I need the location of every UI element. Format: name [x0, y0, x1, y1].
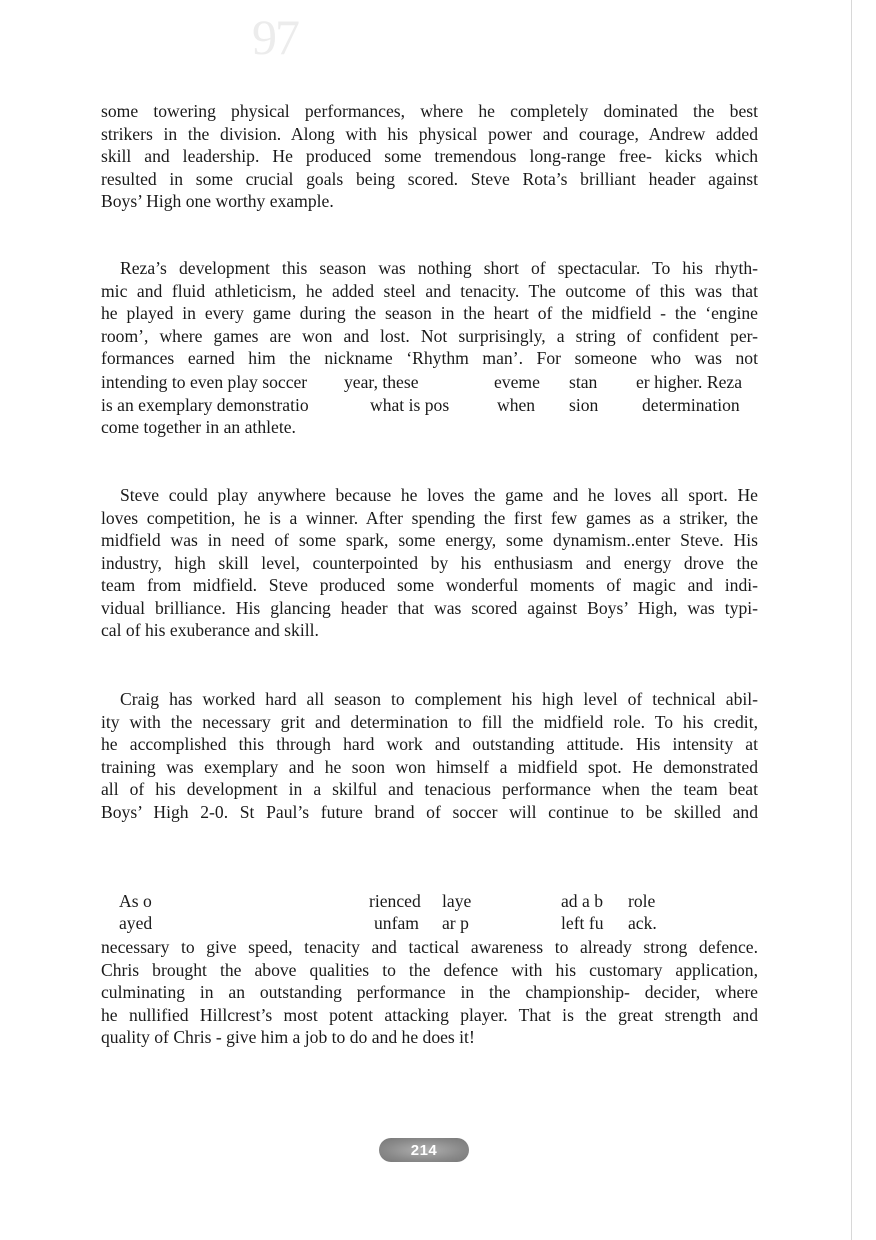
text-line: he nullified Hillcrest’s most potent attacking player. That is the great strength and: [101, 1004, 758, 1025]
header-mark: 97: [252, 9, 298, 65]
text-fragment: ar p: [442, 913, 469, 933]
text-line: training was exemplary and he soon won himself a midfield spot. He demonstrated: [101, 756, 758, 777]
text-line: strikers in the division. Along with his physical power and courage, Andrew added: [101, 123, 758, 144]
paragraph-chris: [101, 936, 758, 1049]
page-number-badge: [379, 1138, 469, 1162]
text-fragment: role: [628, 891, 656, 911]
page-edge: [851, 0, 852, 1240]
text-line: team from midfield. Steve produced some wonderful moments of magic and indi-: [101, 575, 758, 595]
text-line: Boys’ High one worthy example.: [101, 191, 334, 211]
text-line: vidual brilliance. His glancing header that was scored against Boys’ High, was typi-: [101, 597, 758, 618]
text-line: Chris brought the above qualities to the defence with his customary application,: [101, 959, 758, 980]
text-line: Steve could play anywhere because he loves the game and he loves all sport. He: [120, 485, 758, 505]
text-fragment: rienced: [369, 891, 421, 911]
text-fragment: year, these: [344, 372, 419, 392]
text-line: formances earned him the nickname ‘Rhythm man’. For someone who was not: [101, 348, 758, 368]
text-line: he played in every game during the season in the heart of the midfield - the ‘engine: [101, 303, 758, 323]
text-line: resulted in some crucial goals being scored. Steve Rota’s brilliant header against: [101, 168, 758, 189]
text-fragment: As o: [119, 891, 152, 911]
text-line: some towering physical performances, where he completely dominated the best: [101, 101, 758, 121]
text-fragment: ad a b: [561, 891, 604, 911]
text-line: midfield was in need of some spark, some energy, some dynamism..enter Steve. His: [101, 530, 758, 550]
text-line: loves competition, he is a winner. After spending the first few games as a striker, the: [101, 507, 758, 528]
text-fragment: is an exemplary demonstratio: [101, 395, 309, 415]
text-line: Craig has worked hard all season to complement his high level of technical abil-: [120, 689, 758, 709]
text-fragment: ack.: [628, 913, 657, 933]
text-line: Boys’ High 2-0. St Paul’s future brand of soccer will continue to be skilled and: [101, 801, 758, 822]
text-line: all of his development in a skilful and tenacious performance when the team beat: [101, 779, 758, 799]
text-fragment: eveme: [494, 372, 540, 392]
text-fragment: unfam: [374, 913, 419, 933]
text-fragment: determination: [642, 395, 740, 415]
text-line: Reza’s development this season was nothing short of spectacular. To his rhyth-: [120, 258, 758, 278]
paragraph-craig: [101, 688, 758, 823]
text-line: cal of his exuberance and skill.: [101, 620, 319, 640]
text-line: industry, high skill level, counterpointed by his enthusiasm and energy drove the: [101, 552, 758, 573]
text-fragment: when: [497, 395, 536, 415]
page-number: 214: [410, 1141, 438, 1159]
text-line: quality of Chris - give him a job to do and he does it!: [101, 1027, 475, 1047]
paragraph-andrew: [101, 100, 758, 213]
text-line: mic and fluid athleticism, he added steel and tenacity. The outcome of this was that: [101, 280, 758, 301]
text-fragment: er higher. Reza: [636, 372, 743, 392]
text-line: necessary to give speed, tenacity and tactical awareness to already strong defence.: [101, 937, 758, 957]
text-line: he accomplished this through hard work and outstanding attitude. His intensity at: [101, 734, 758, 754]
text-line: ity with the necessary grit and determination to fill the midfield role. To his credit,: [101, 711, 758, 732]
text-line: room’, where games are won and lost. Not surprisingly, a string of confident per-: [101, 325, 758, 346]
text-fragment: ayed: [119, 913, 153, 933]
text-fragment: sion: [569, 395, 599, 415]
paragraph-reza: [101, 257, 758, 370]
text-fragment: intending to even play soccer: [101, 372, 308, 392]
text-fragment: left fu: [561, 913, 604, 933]
paragraph-steve: [101, 484, 758, 642]
text-line: culminating in an outstanding performance in the championship- decider, where: [101, 982, 758, 1002]
text-fragment: laye: [442, 891, 472, 911]
text-fragment: stan: [569, 372, 598, 392]
text-line: skill and leadership. He produced some tremendous long-range free- kicks which: [101, 146, 758, 166]
text-line: come together in an athlete.: [101, 417, 296, 437]
text-fragment: what is pos: [370, 395, 450, 415]
